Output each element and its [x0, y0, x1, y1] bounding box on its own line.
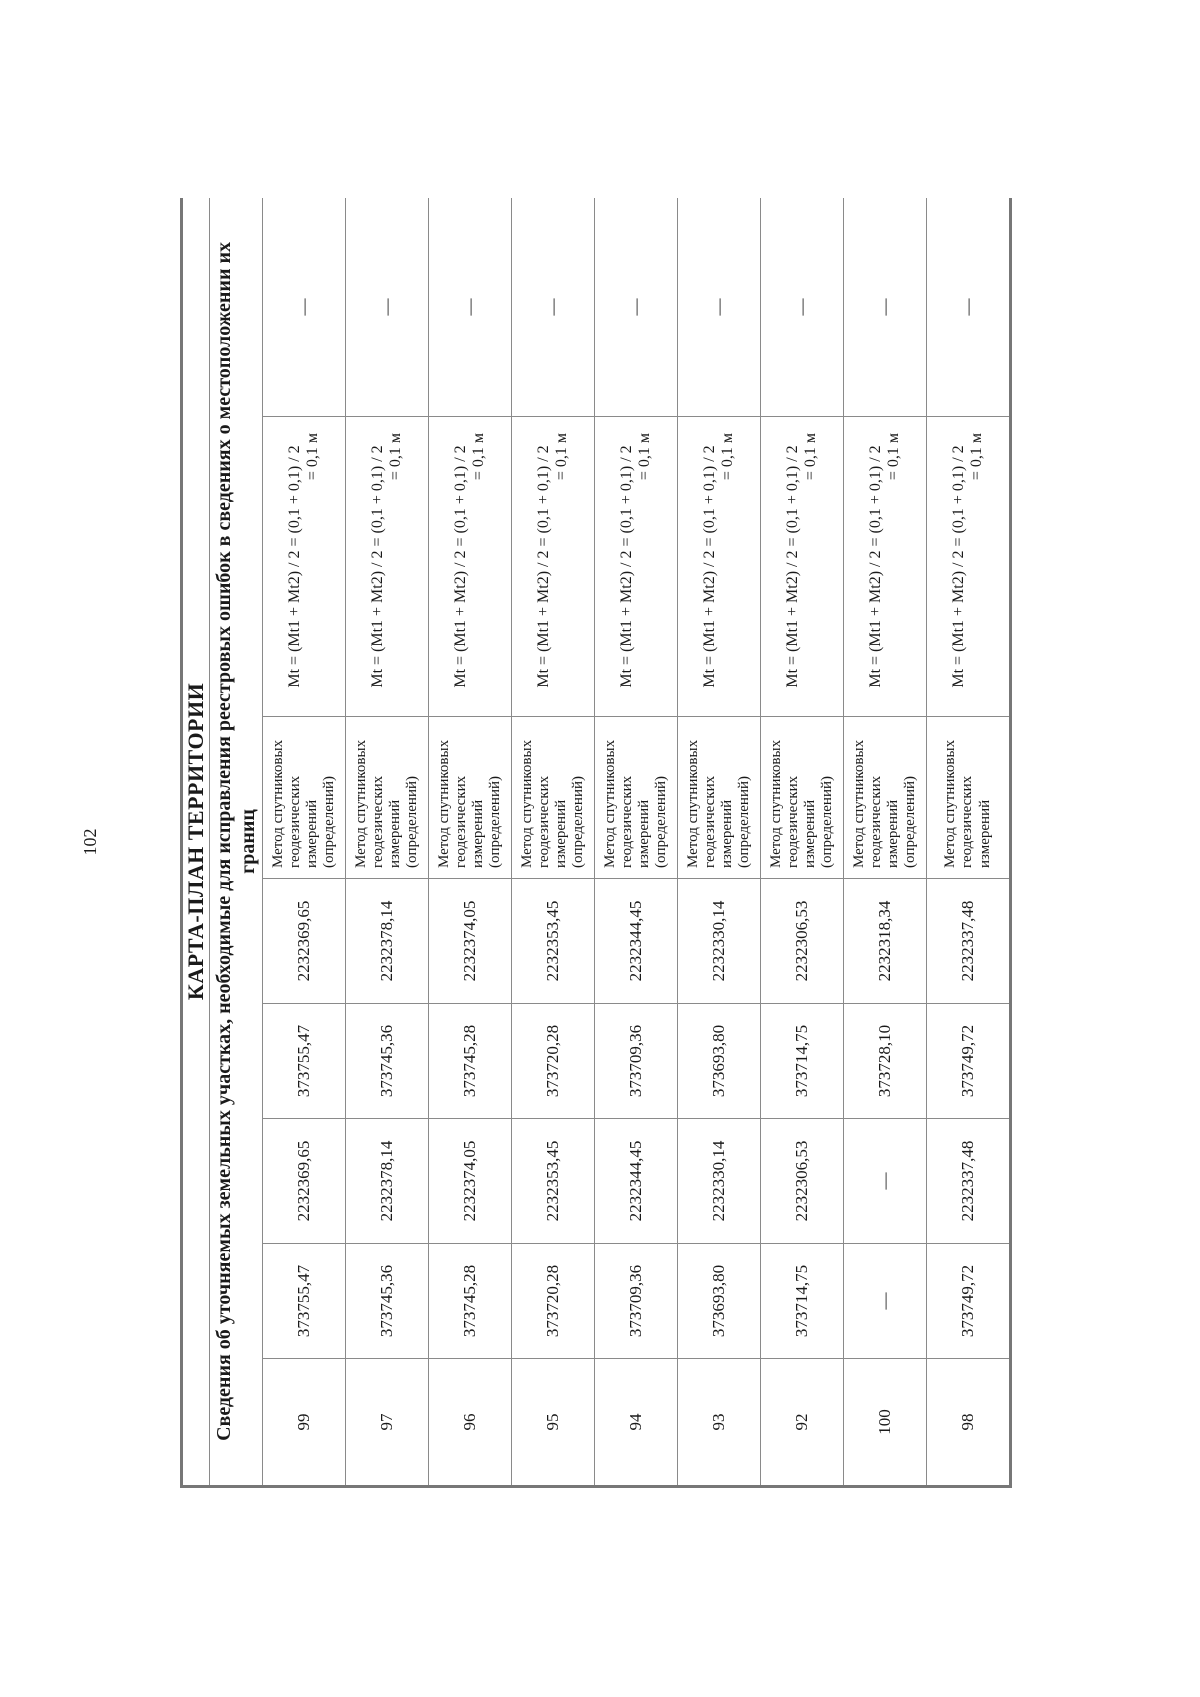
point-number-cell: 100 [844, 1359, 927, 1487]
x-existing-cell: — [844, 1244, 927, 1359]
accuracy-formula-cell [844, 417, 927, 717]
accuracy-formula-cell [595, 417, 678, 717]
note-cell: — [844, 198, 927, 417]
formula-line: Mt = (Mt1 + Mt2) / 2 = (0,1 + 0,1) / 2 [617, 445, 635, 688]
x-existing-cell: 373720,28 [512, 1244, 595, 1359]
point-number-cell: 98 [927, 1359, 1011, 1487]
y-existing-cell: 2232374,05 [429, 1119, 512, 1244]
accuracy-formula-cell [263, 417, 346, 717]
x-existing-cell: 373709,36 [595, 1244, 678, 1359]
document-table-area [180, 198, 1025, 1488]
point-number-cell: 94 [595, 1359, 678, 1487]
x-refined-cell: 373755,47 [263, 1004, 346, 1119]
page-number: 102 [80, 828, 100, 856]
formula-result: = 0,1 м [304, 433, 321, 481]
y-existing-cell: 2232353,45 [512, 1119, 595, 1244]
y-existing-cell: 2232337,48 [927, 1119, 1011, 1244]
accuracy-formula-cell [429, 417, 512, 717]
y-refined-cell: 2232353,45 [512, 879, 595, 1004]
note-cell: — [346, 198, 429, 417]
formula-line: Mt = (Mt1 + Mt2) / 2 = (0,1 + 0,1) / 2 [949, 445, 967, 688]
formula-line: Mt = (Mt1 + Mt2) / 2 = (0,1 + 0,1) / 2 [534, 445, 552, 688]
y-existing-cell: 2232344,45 [595, 1119, 678, 1244]
point-number-cell: 92 [761, 1359, 844, 1487]
table-row [263, 198, 346, 1487]
note-cell: — [927, 198, 1011, 417]
formula-line: Mt = (Mt1 + Mt2) / 2 = (0,1 + 0,1) / 2 [866, 445, 884, 688]
method-cell: Метод спутниковых геодезических измерений (определений) [844, 717, 927, 879]
x-refined-cell: 373720,28 [512, 1004, 595, 1119]
x-existing-cell: 373693,80 [678, 1244, 761, 1359]
y-existing-cell: 2232330,14 [678, 1119, 761, 1244]
y-existing-cell: 2232378,14 [346, 1119, 429, 1244]
y-refined-cell: 2232378,14 [346, 879, 429, 1004]
formula-result: = 0,1 м [636, 433, 653, 481]
formula-result: = 0,1 м [553, 433, 570, 481]
y-refined-cell: 2232369,65 [263, 879, 346, 1004]
note-cell: — [429, 198, 512, 417]
y-refined-cell: 2232374,05 [429, 879, 512, 1004]
table-row [595, 198, 678, 1487]
formula-line: Mt = (Mt1 + Mt2) / 2 = (0,1 + 0,1) / 2 [285, 445, 303, 688]
x-existing-cell: 373714,75 [761, 1244, 844, 1359]
rotated-table-container [180, 198, 1025, 1488]
y-existing-cell: 2232369,65 [263, 1119, 346, 1244]
table-row [678, 198, 761, 1487]
table-row [761, 198, 844, 1487]
subtitle-row [210, 198, 263, 1487]
method-cell: Метод спутниковых геодезических измерений (определений) [346, 717, 429, 879]
y-existing-cell: 2232306,53 [761, 1119, 844, 1244]
x-refined-cell: 373693,80 [678, 1004, 761, 1119]
x-refined-cell: 373745,28 [429, 1004, 512, 1119]
x-refined-cell: 373749,72 [927, 1004, 1011, 1119]
accuracy-formula-cell [346, 417, 429, 717]
formula-result: = 0,1 м [719, 433, 736, 481]
note-cell: — [761, 198, 844, 417]
x-refined-cell: 373714,75 [761, 1004, 844, 1119]
point-number-cell: 95 [512, 1359, 595, 1487]
point-number-cell: 96 [429, 1359, 512, 1487]
table-row [512, 198, 595, 1487]
y-existing-cell: — [844, 1119, 927, 1244]
method-cell: Метод спутниковых геодезических измерений (определений) [595, 717, 678, 879]
point-number-cell: 99 [263, 1359, 346, 1487]
table-row [346, 198, 429, 1487]
table-row [429, 198, 512, 1487]
method-cell: Метод спутниковых геодезических измерений (определений) [512, 717, 595, 879]
y-refined-cell: 2232318,34 [844, 879, 927, 1004]
formula-result: = 0,1 м [387, 433, 404, 481]
method-cell: Метод спутниковых геодезических измерений (определений) [429, 717, 512, 879]
x-refined-cell: 373745,36 [346, 1004, 429, 1119]
note-cell: — [678, 198, 761, 417]
formula-result: = 0,1 м [885, 433, 902, 481]
formula-line: Mt = (Mt1 + Mt2) / 2 = (0,1 + 0,1) / 2 [368, 445, 386, 688]
x-existing-cell: 373749,72 [927, 1244, 1011, 1359]
point-number-cell: 93 [678, 1359, 761, 1487]
x-refined-cell: 373709,36 [595, 1004, 678, 1119]
x-existing-cell: 373755,47 [263, 1244, 346, 1359]
accuracy-formula-cell [761, 417, 844, 717]
table-subtitle: Сведения об уточняемых земельных участках, необходимые для исправления реестровых ошибок в сведениях о местоположении их границ [210, 198, 263, 1487]
formula-line: Mt = (Mt1 + Mt2) / 2 = (0,1 + 0,1) / 2 [451, 445, 469, 688]
note-cell: — [263, 198, 346, 417]
method-cell: Метод спутниковых геодезических измерений [927, 717, 1011, 879]
accuracy-formula-cell [678, 417, 761, 717]
y-refined-cell: 2232330,14 [678, 879, 761, 1004]
formula-result: = 0,1 м [802, 433, 819, 481]
table-row [844, 198, 927, 1487]
x-existing-cell: 373745,28 [429, 1244, 512, 1359]
note-cell: — [595, 198, 678, 417]
formula-line: Mt = (Mt1 + Mt2) / 2 = (0,1 + 0,1) / 2 [700, 445, 718, 688]
records-table [180, 198, 1012, 1488]
table-title: КАРТА-ПЛАН ТЕРРИТОРИИ [182, 198, 210, 1487]
method-cell: Метод спутниковых геодезических измерений (определений) [678, 717, 761, 879]
point-number-cell: 97 [346, 1359, 429, 1487]
formula-line: Mt = (Mt1 + Mt2) / 2 = (0,1 + 0,1) / 2 [783, 445, 801, 688]
y-refined-cell: 2232337,48 [927, 879, 1011, 1004]
method-cell: Метод спутниковых геодезических измерений (определений) [761, 717, 844, 879]
method-cell: Метод спутниковых геодезических измерений (определений) [263, 717, 346, 879]
note-cell: — [512, 198, 595, 417]
formula-result: = 0,1 м [968, 433, 985, 481]
formula-result: = 0,1 м [470, 433, 487, 481]
accuracy-formula-cell [512, 417, 595, 717]
table-row [927, 198, 1011, 1487]
title-row [182, 198, 210, 1487]
y-refined-cell: 2232344,45 [595, 879, 678, 1004]
x-existing-cell: 373745,36 [346, 1244, 429, 1359]
x-refined-cell: 373728,10 [844, 1004, 927, 1119]
y-refined-cell: 2232306,53 [761, 879, 844, 1004]
accuracy-formula-cell [927, 417, 1011, 717]
